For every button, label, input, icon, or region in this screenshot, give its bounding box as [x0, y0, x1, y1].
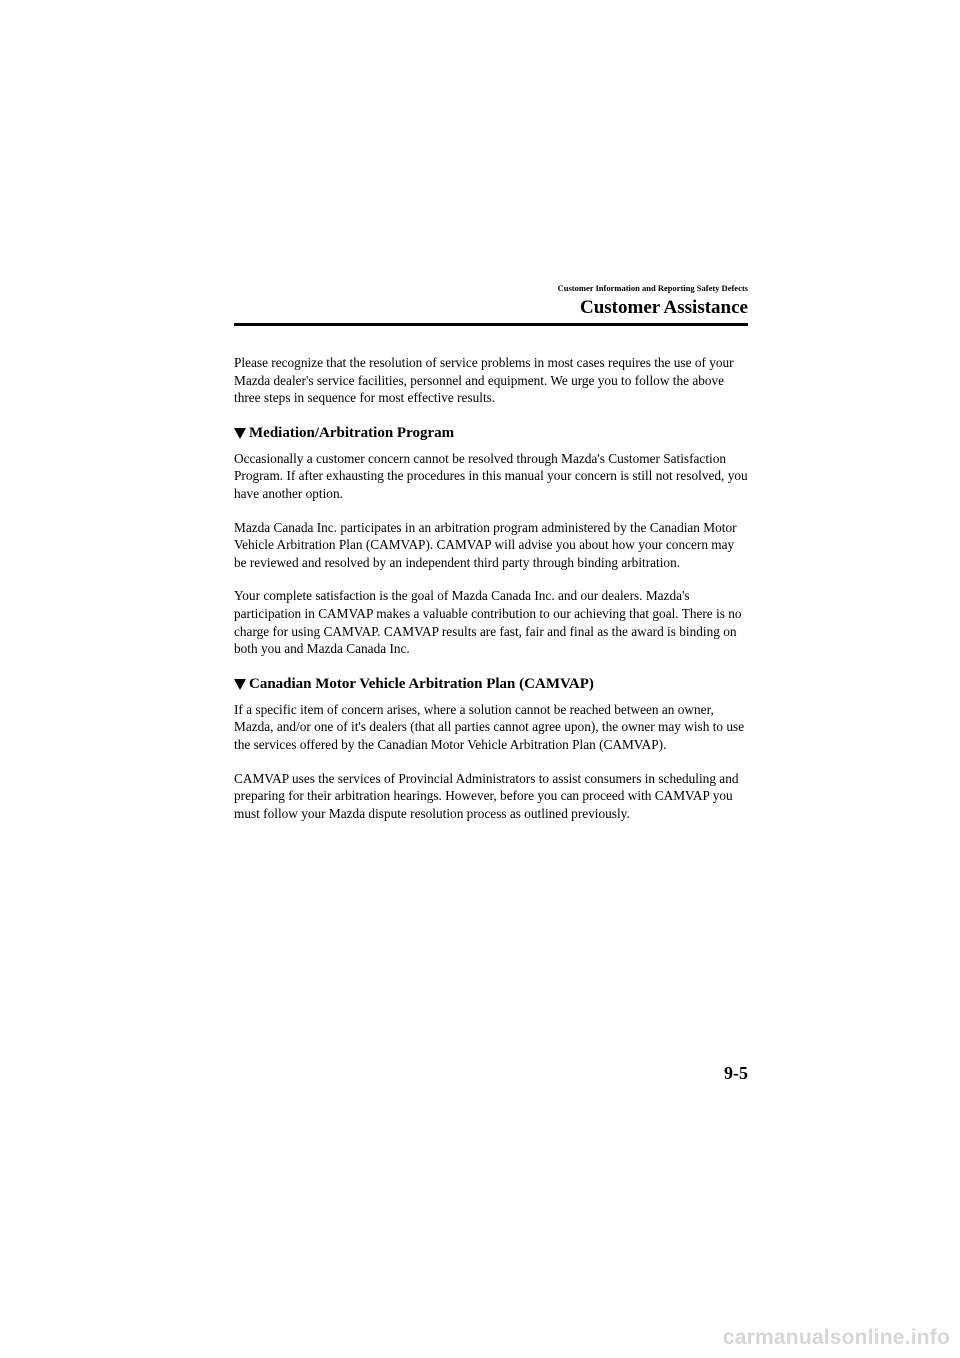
page-header	[234, 282, 748, 320]
paragraph: Mazda Canada Inc. participates in an arbitration program administered by the Canadian Motor Vehicle Arbitration Plan (CAMVAP). CAMVAP will advise you about how your concern may be reviewed and resolved by an independent third party through binding arbitration.	[234, 519, 737, 570]
chapter-title: Customer Information and Reporting Safety Defects	[557, 283, 748, 293]
paragraph: If a specific item of concern arises, where a solution cannot be reached between an owner, Mazda, and/or one of it's dealers (that all parties cannot agree upon), the owner may wish to use the services offered by the Canadian Motor Vehicle Arbitration Plan (CAMVAP).	[234, 701, 745, 752]
page-content	[234, 354, 750, 838]
triangle-down-icon	[234, 679, 246, 690]
section-heading-text: Mediation/Arbitration Program	[249, 424, 455, 441]
triangle-down-icon	[234, 428, 246, 439]
page-title: Customer Assistance	[579, 297, 748, 318]
intro-paragraph: Please recognize that the resolution of service problems in most cases requires the use of your Mazda dealer's service facilities, personnel and equipment. We urge you to follow the above three steps in sequence for most effective results.	[234, 355, 734, 406]
paragraph: CAMVAP uses the services of Provincial Administrators to assist consumers in scheduling and preparing for their arbitration hearings. However, before you can proceed with CAMVAP you must follow your Mazda dispute resolution process as outlined previously.	[234, 770, 739, 821]
header-divider	[234, 323, 748, 326]
paragraph: Your complete satisfaction is the goal of Mazda Canada Inc. and our dealers. Mazda's participation in CAMVAP makes a valuable contribution to our achieving that goal. There is no charge for using CAMVAP. CAMVAP results are fast, fair and final as the award is binding on both you and Mazda Canada Inc.	[234, 588, 742, 657]
watermark: carmanualsonline.info	[722, 1326, 950, 1349]
section-heading-text: Canadian Motor Vehicle Arbitration Plan (CAMVAP)	[249, 675, 594, 692]
section-heading-mediation	[234, 423, 750, 443]
section-heading-camvap	[234, 674, 750, 694]
paragraph: Occasionally a customer concern cannot be resolved through Mazda's Customer Satisfaction Program. If after exhausting the procedures in this manual your concern is still not resolved, you have another option.	[234, 450, 748, 501]
page-number: 9-5	[724, 1063, 748, 1083]
